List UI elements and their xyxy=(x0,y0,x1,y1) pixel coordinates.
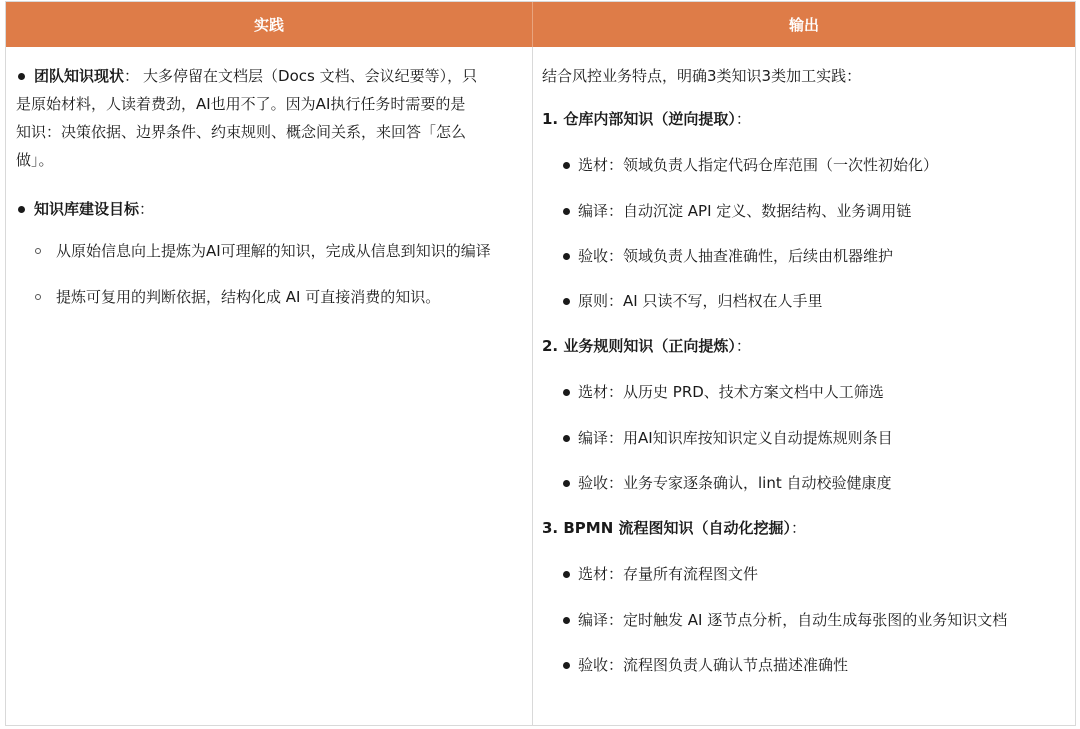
item-kb-goal xyxy=(34,198,154,220)
section-1-item-4: 原则：AI 只读不写，归档权在人手里 xyxy=(578,292,823,310)
item-team-knowledge-text-3: 知识：决策依据、边界条件、约束规则、概念间关系，来回答「怎么 xyxy=(16,123,467,141)
section-heading-3-text: 3. BPMN 流程图知识（自动化挖掘） xyxy=(542,519,791,537)
output-cell xyxy=(533,47,1075,725)
section-2-item-3: 验收：业务专家逐条确认，lint 自动校验健康度 xyxy=(578,474,892,492)
bullet-dot-icon xyxy=(563,162,570,169)
section-2-item-2: 编译：用AI知识库按知识定义自动提炼规则条目 xyxy=(578,429,893,447)
section-heading-3-colon: ： xyxy=(791,519,807,537)
sub-item-1: 从原始信息向上提炼为AI可理解的知识，完成从信息到知识的编译 xyxy=(56,242,491,260)
section-heading-1-colon: ： xyxy=(735,110,751,128)
item-team-knowledge-text-4: 做」。 xyxy=(16,151,54,169)
section-heading-1 xyxy=(542,108,751,130)
bullet-dot-icon xyxy=(563,617,570,624)
bullet-ring-icon xyxy=(35,248,41,254)
section-3-item-1: 选材：存量所有流程图文件 xyxy=(578,565,759,583)
bullet-dot-icon xyxy=(563,253,570,260)
section-heading-2-text: 2. 业务规则知识（正向提炼） xyxy=(542,337,736,355)
title-colon: ： xyxy=(139,200,155,218)
section-2-item-1: 选材：从历史 PRD、技术方案文档中人工筛选 xyxy=(578,383,884,401)
item-team-knowledge-title: 团队知识现状 xyxy=(34,67,125,85)
section-heading-2-colon: ： xyxy=(735,337,751,355)
bullet-dot-icon xyxy=(18,206,25,213)
sub-item-2: 提炼可复用的判断依据，结构化成 AI 可直接消费的知识。 xyxy=(56,288,441,306)
practice-cell xyxy=(6,47,533,725)
section-3-item-3: 验收：流程图负责人确认节点描述准确性 xyxy=(578,656,849,674)
item-team-knowledge-text-2: 是原始材料，人读着费劲，AI也用不了。因为AI执行任务时需要的是 xyxy=(16,95,466,113)
section-1-item-2: 编译：自动沉淀 API 定义、数据结构、业务调用链 xyxy=(578,202,912,220)
column-header-practice: 实践 xyxy=(6,2,533,47)
bullet-dot-icon xyxy=(563,298,570,305)
section-3-item-2: 编译：定时触发 AI 逐节点分析，自动生成每张图的业务知识文档 xyxy=(578,611,1008,629)
item-kb-goal-title: 知识库建设目标 xyxy=(34,200,140,218)
practice-output-table xyxy=(5,1,1076,726)
section-heading-3 xyxy=(542,517,806,539)
column-header-output: 输出 xyxy=(533,2,1075,47)
bullet-dot-icon xyxy=(563,435,570,442)
output-intro: 结合风控业务特点，明确3类知识3类加工实践： xyxy=(542,67,862,85)
bullet-dot-icon xyxy=(563,662,570,669)
bullet-dot-icon xyxy=(563,571,570,578)
section-heading-2 xyxy=(542,335,751,357)
item-team-knowledge-line-1 xyxy=(34,65,477,87)
item-team-knowledge-text-1: 大多停留在文档层（Docs 文档、会议纪要等），只 xyxy=(143,67,478,85)
bullet-ring-icon xyxy=(35,294,41,300)
bullet-dot-icon xyxy=(563,480,570,487)
bullet-dot-icon xyxy=(563,389,570,396)
section-1-item-3: 验收：领域负责人抽查准确性，后续由机器维护 xyxy=(578,247,894,265)
bullet-dot-icon xyxy=(18,73,25,80)
bullet-dot-icon xyxy=(563,208,570,215)
title-colon: ： xyxy=(124,67,140,85)
section-heading-1-text: 1. 仓库内部知识（逆向提取） xyxy=(542,110,736,128)
section-1-item-1: 选材：领域负责人指定代码仓库范围（一次性初始化） xyxy=(578,156,939,174)
